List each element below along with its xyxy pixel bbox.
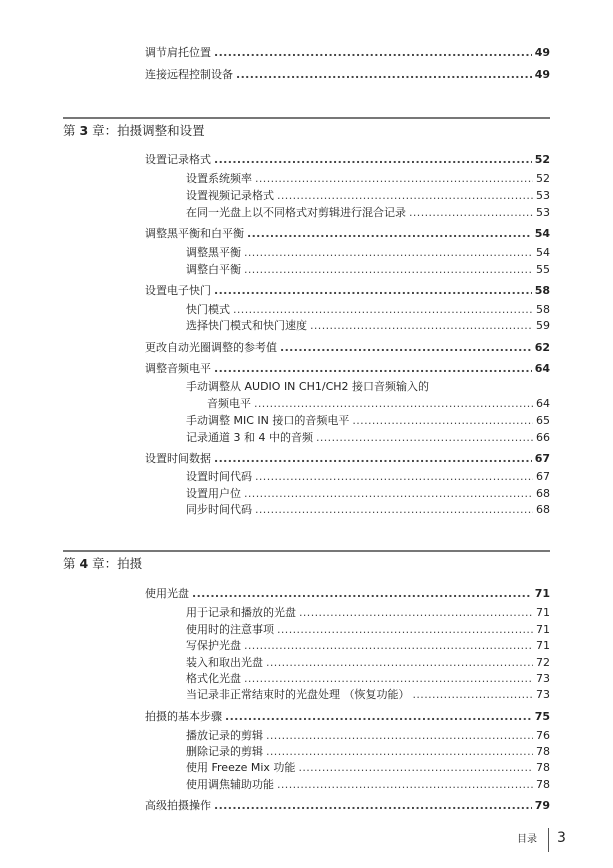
toc-entry-page: 68	[536, 503, 550, 516]
dot-leader	[244, 638, 533, 653]
toc-entry-page: 58	[534, 284, 550, 297]
toc-entry-title: 调整黑平衡	[186, 246, 241, 259]
toc-subsection[interactable]	[186, 430, 550, 445]
toc-entry-title: 使用时的注意事项	[186, 623, 274, 636]
toc-entry-title: 设置时间数据	[145, 452, 211, 465]
toc-entry-title: 调整黑平衡和白平衡	[145, 227, 244, 240]
dot-leader	[233, 302, 533, 317]
dot-leader	[244, 486, 533, 501]
toc-entry-page: 67	[534, 452, 550, 465]
toc-entry-title: 高级拍摄操作	[145, 799, 211, 812]
dot-leader	[409, 205, 533, 220]
chapter-name: 章：拍摄调整和设置	[88, 123, 205, 138]
toc-entry-page: 76	[536, 729, 550, 742]
toc-entry-title: 用于记录和播放的光盘	[186, 606, 296, 619]
toc-subsection[interactable]	[186, 205, 550, 220]
dot-leader	[254, 396, 533, 411]
toc-entry-title: 同步时间代码	[186, 503, 252, 516]
dot-leader	[316, 430, 533, 445]
dot-leader	[214, 152, 532, 167]
toc-entry-page: 78	[536, 745, 550, 758]
toc-entry[interactable]	[145, 67, 550, 82]
toc-entry-title: 设置视频记录格式	[186, 189, 274, 202]
dot-leader	[277, 777, 533, 792]
toc-entry-page: 73	[536, 672, 550, 685]
toc-entry-title: 使用光盘	[145, 587, 189, 600]
dot-leader	[225, 709, 532, 724]
toc-entry-title: 格式化光盘	[186, 672, 241, 685]
chapter-number: 3	[79, 123, 89, 138]
toc-entry-page: 78	[536, 761, 550, 774]
toc-entry-page: 53	[536, 189, 550, 202]
toc-entry-page: 71	[536, 606, 550, 619]
toc-entry-page: 52	[534, 153, 550, 166]
dot-leader	[299, 605, 533, 620]
toc-entry-page: 71	[536, 639, 550, 652]
toc-entry-page: 72	[536, 656, 550, 669]
toc-entry-title: 在同一光盘上以不同格式对剪辑进行混合记录	[186, 206, 406, 219]
toc-section[interactable]	[145, 283, 550, 298]
toc-entry-title: 设置系统频率	[186, 172, 252, 185]
toc-subsection[interactable]	[186, 728, 550, 743]
toc-section[interactable]	[145, 152, 550, 167]
toc-entry-title: 快门模式	[186, 303, 230, 316]
toc-entry-title: 记录通道 3 和 4 中的音频	[186, 431, 313, 444]
toc-entry-page: 59	[536, 319, 550, 332]
dot-leader	[277, 188, 533, 203]
chapter-name: 章：拍摄	[88, 556, 143, 571]
toc-entry-page: 58	[536, 303, 550, 316]
toc-subsection[interactable]	[186, 622, 550, 637]
toc-entry-title: 当记录非正常结束时的光盘处理 （恢复功能）	[186, 688, 410, 701]
dot-leader	[280, 340, 532, 355]
dot-leader	[244, 671, 533, 686]
toc-entry-title: 拍摄的基本步骤	[145, 710, 222, 723]
toc-entry-title: 手动调整 MIC IN 接口的音频电平	[186, 414, 350, 427]
dot-leader	[277, 622, 533, 637]
dot-leader	[413, 687, 534, 702]
toc-section[interactable]	[145, 226, 550, 241]
toc-section[interactable]	[145, 709, 550, 724]
toc-subsection[interactable]	[207, 396, 550, 411]
chapter-prefix: 第	[63, 123, 80, 138]
toc-subsection[interactable]	[186, 605, 550, 620]
dot-leader	[255, 469, 533, 484]
toc-section[interactable]	[145, 798, 550, 813]
dot-leader	[310, 318, 533, 333]
chapter-number: 4	[79, 556, 89, 571]
toc-entry-title: 播放记录的剪辑	[186, 729, 263, 742]
toc-subsection[interactable]	[186, 262, 550, 277]
dot-leader	[266, 744, 533, 759]
toc-entry-title: 连接远程控制设备	[145, 68, 233, 81]
chapter-divider	[63, 117, 550, 119]
toc-entry-page: 49	[534, 68, 550, 81]
toc-entry-page: 54	[536, 246, 550, 259]
toc-entry-page: 54	[534, 227, 550, 240]
chapter-title	[63, 122, 205, 140]
toc-entry-title: 音频电平	[207, 397, 251, 410]
toc-subsection[interactable]	[186, 413, 550, 428]
dot-leader	[214, 361, 532, 376]
toc-subsection[interactable]	[186, 245, 550, 260]
toc-section[interactable]	[145, 361, 550, 376]
toc-subsection[interactable]	[186, 502, 550, 517]
dot-leader	[214, 798, 532, 813]
toc-entry-title: 写保护光盘	[186, 639, 241, 652]
toc-entry-title: 删除记录的剪辑	[186, 745, 263, 758]
toc-entry-title: 使用调焦辅助功能	[186, 778, 274, 791]
toc-entry-title: 更改自动光圈调整的参考值	[145, 341, 277, 354]
page-number: 3	[557, 830, 566, 846]
toc-entry-page: 65	[536, 414, 550, 427]
chapter-divider	[63, 550, 550, 552]
toc-entry-page: 79	[534, 799, 550, 812]
toc-entry-page: 67	[536, 470, 550, 483]
footer-section-label: 目录	[517, 834, 537, 845]
toc-subsection[interactable]	[186, 171, 550, 186]
toc-subsection[interactable]	[186, 469, 550, 484]
toc-entry-page: 49	[534, 46, 550, 59]
dot-leader	[244, 245, 533, 260]
toc-entry-title: 选择快门模式和快门速度	[186, 319, 307, 332]
toc-subsection[interactable]	[186, 744, 550, 759]
dot-leader	[255, 502, 533, 517]
dot-leader	[214, 283, 532, 298]
dot-leader	[192, 586, 532, 601]
chapter-prefix: 第	[63, 556, 80, 571]
toc-entry-page: 62	[534, 341, 550, 354]
toc-subsection[interactable]	[186, 188, 550, 203]
toc-entry-page: 52	[536, 172, 550, 185]
toc-subsection[interactable]	[186, 655, 550, 670]
dot-leader	[214, 451, 532, 466]
dot-leader	[244, 262, 533, 277]
toc-entry-title: 设置时间代码	[186, 470, 252, 483]
footer-divider	[548, 828, 549, 852]
toc-entry-page: 71	[536, 623, 550, 636]
dot-leader	[236, 67, 532, 82]
toc-entry-page: 73	[536, 688, 550, 701]
toc-entry-page: 68	[536, 487, 550, 500]
chapter-title	[63, 555, 142, 573]
toc-entry-title: 调整音频电平	[145, 362, 211, 375]
toc-entry-page: 64	[534, 362, 550, 375]
dot-leader	[352, 413, 533, 428]
toc-entry-page: 66	[536, 431, 550, 444]
toc-subsection[interactable]	[186, 687, 550, 702]
toc-entry-page: 64	[536, 397, 550, 410]
toc-section[interactable]	[145, 340, 550, 355]
toc-subsection[interactable]	[186, 302, 550, 317]
toc-entry[interactable]	[145, 45, 550, 60]
toc-entry-title: 调节肩托位置	[145, 46, 211, 59]
toc-entry-page: 55	[536, 263, 550, 276]
toc-entry-title: 调整白平衡	[186, 263, 241, 276]
toc-entry-title: 设置用户位	[186, 487, 241, 500]
dot-leader	[247, 226, 532, 241]
toc-entry-page: 53	[536, 206, 550, 219]
dot-leader	[214, 45, 532, 60]
toc-entry-title: 装入和取出光盘	[186, 656, 263, 669]
toc-entry-title: 设置记录格式	[145, 153, 211, 166]
toc-subsection-title-line[interactable]: 手动调整从 AUDIO IN CH1/CH2 接口音频输入的	[186, 380, 430, 393]
toc-entry-page: 78	[536, 778, 550, 791]
toc-section[interactable]	[145, 451, 550, 466]
toc-subsection[interactable]	[186, 760, 550, 775]
toc-subsection[interactable]	[186, 671, 550, 686]
toc-entry-title: 使用 Freeze Mix 功能	[186, 761, 296, 774]
toc-entry-title: 设置电子快门	[145, 284, 211, 297]
toc-entry-page: 75	[534, 710, 550, 723]
dot-leader	[298, 760, 533, 775]
toc-entry-page: 71	[534, 587, 550, 600]
dot-leader	[266, 655, 533, 670]
toc-subsection[interactable]	[186, 318, 550, 333]
toc-subsection[interactable]	[186, 486, 550, 501]
dot-leader	[266, 728, 533, 743]
toc-subsection[interactable]	[186, 638, 550, 653]
dot-leader	[255, 171, 533, 186]
toc-subsection[interactable]	[186, 777, 550, 792]
toc-section[interactable]	[145, 586, 550, 601]
